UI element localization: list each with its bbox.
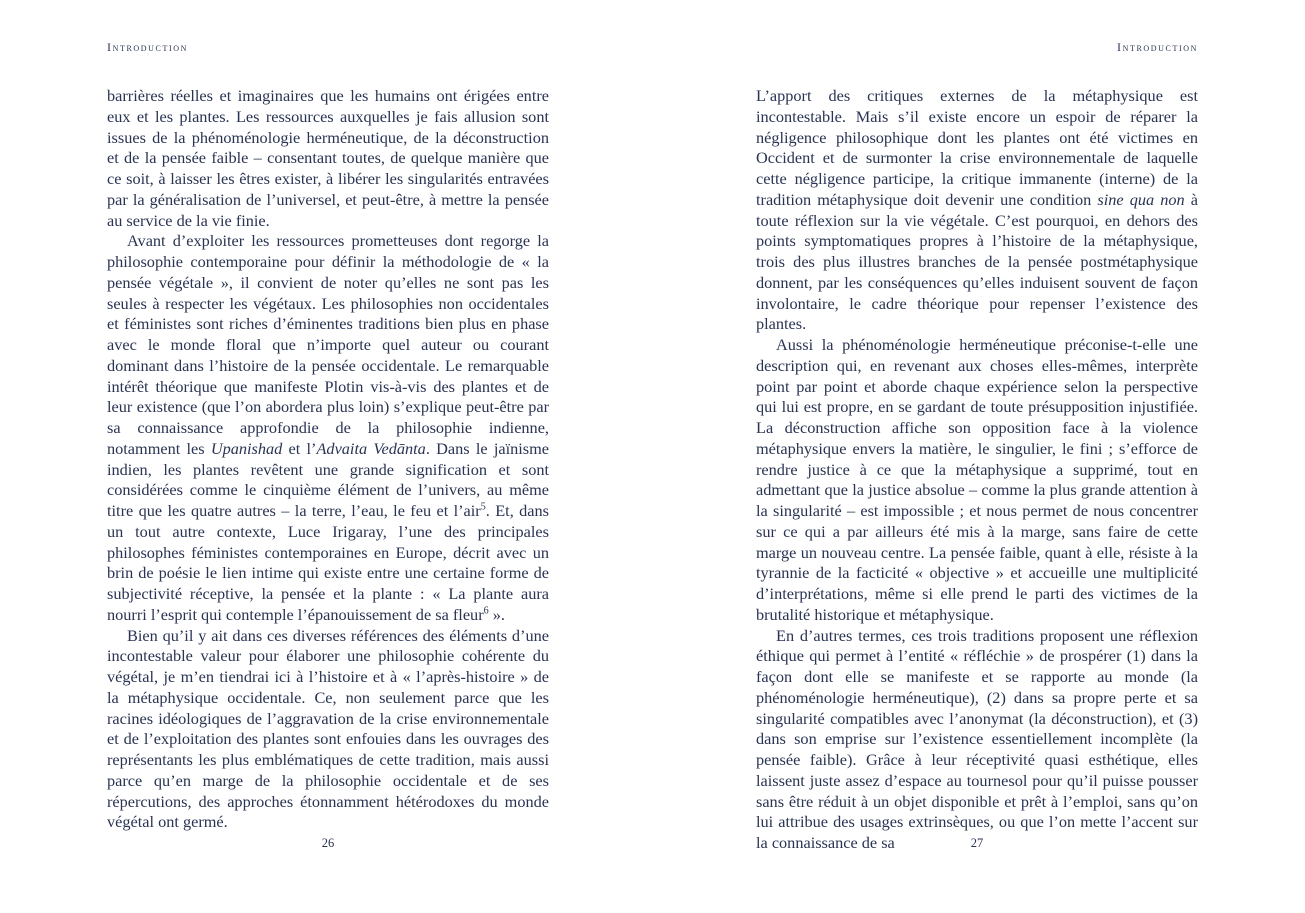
text-run: . Dans le jaïnisme indien, les plantes revêtent une grande signification et sont considérées comme le cinquième élément de l’univers, au même titre que les quatre autres – la terre, l’eau, le feu et l’air [107, 438, 549, 520]
text-run: à toute réflexion sur la vie végétale. C’est pourquoi, en dehors des points symptomatiques propres à l’histoire de la métaphysique, trois des plus illustres branches de la pensée postmétaphysique donnent, par les conséquences qu’elles induisent souvent de façon involontaire, le cadre théorique pour repenser l’existence des plantes. [756, 189, 1199, 334]
page-number-left: 26 [321, 836, 335, 850]
text-run: En d’autres termes, ces trois traditions proposent une réflexion éthique qui permet à l’entité « réfléchie » de prospérer (1) dans la façon dont elle se manifeste et se rapporte au monde (la phénoménologie herméneutique), (2) dans sa propre perte et sa singularité compatibles avec l’anonymat (la déconstruction), et (3) dans son emprise sur l’existence essentiellement incomplète (la pensée faible). Grâce à leur réceptivité quasi esthétique, elles laissent juste assez d’espace au tournesol pour qu’il puisse pousser sans être réduit à un objet disponible et prêt à l’emploi, sans qu’on lui attribue des usages extrinsèques, ou que l’on mette l’accent sur la connaissance de sa [756, 625, 1198, 852]
paragraph [756, 626, 1198, 854]
page-left [107, 0, 549, 913]
paragraph [107, 626, 549, 834]
page-right [756, 0, 1198, 913]
running-header-left: Introduction [107, 40, 188, 54]
text-run: et l’ [282, 438, 317, 458]
paragraph [107, 86, 549, 231]
footnote-reference: 6 [483, 605, 489, 617]
text-run: L’apport des critiques externes de la métaphysique est incontestable. Mais s’il existe encore un espoir de réparer la négligence philosophique dont les plantes ont été victimes en Occident et de surmonter la crise environnementale de laquelle cette négligence participe, la critique immanente (interne) de la tradition métaphysique doit devenir une condition [756, 86, 1198, 209]
paragraph [756, 335, 1198, 626]
text-run: Aussi la phénoménologie herméneutique préconise-t-elle une description qui, en revenant aux choses elles-mêmes, interprète point par point et aborde chaque expérience selon la perspective qui lui est propre, en se gardant de toute présupposition injustifiée. La déconstruction affiche son opposition face à la violence métaphysique envers la matière, le singulier, le fini ; s’efforce de rendre justice à ce que la métaphysique a supprimé, tout en admettant que la justice absolue – comme la plus grande attention à la singularité – est impossible ; et nous permet de nous concentrer sur ce qui a par ailleurs été mis à la marge, sans faire de cette marge un nouveau centre. La pensée faible, quant à elle, résiste à la tyrannie de la facticité « objective » et accueille une multiplicité d’interprétations, même si elle prend le parti des victimes de la brutalité historique et métaphysique. [756, 335, 1198, 624]
paragraph [107, 231, 549, 625]
text-run: Avant d’exploiter les ressources prometteuses dont regorge la philosophie contemporaine pour définir la méthodologie de « la pensée végétale », il convient de noter qu’elles ne sont pas les seules à respecter les végétaux. Les philosophies non occidentales et féministes sont riches d’éminentes traditions bien plus en phase avec le monde floral que n’importe quel auteur ou courant dominant dans l’histoire de la pensée occidentale. Le remarquable intérêt théorique que manifeste Plotin vis-à-vis des plantes et de leur existence (que l’on abordera plus loin) s’explique peut-être par sa connaissance approfondie de la philosophie indienne, notamment les [107, 231, 549, 458]
text-run: barrières réelles et imaginaires que les humains ont érigées entre eux et les plantes. Les ressources auxquelles je fais allusion sont issues de la phénoménologie herméneutique, de la déconstruction et de la pensée faible – consentant toutes, de quelque manière que ce soit, à laisser les êtres exister, à libérer les singularités entravées par la généralisation de l’universel, et peut-être, à mettre la pensée au service de la vie finie. [107, 86, 549, 230]
footnote-reference: 5 [480, 501, 486, 513]
italic-text-run: Advaita Vedānta [316, 438, 426, 458]
text-run: Bien qu’il y ait dans ces diverses références des éléments d’une incontestable valeur pour élaborer une philosophie cohérente du végétal, je m’en tiendrai ici à l’histoire et à « l’après-histoire » de la métaphysique occidentale. Ce, non seulement parce que les racines idéologiques de l’aggravation de la crise environnementale et de l’exploitation des plantes sont enfouies dans les ouvrages des représentants les plus emblématiques de cette tradition, mais aussi parce qu’en marge de la philosophie occidentale et de ses répercutions, des approches étonnamment hétérodoxes du monde végétal ont germé. [107, 625, 549, 832]
paragraph [756, 86, 1198, 335]
italic-text-run: Upanishad [210, 438, 283, 458]
running-header-right: Introduction [1117, 40, 1198, 54]
text-run: . Et, dans un tout autre contexte, Luce Irigaray, l’une des principales philosophes féministes contemporaines en Europe, décrit avec un brin de poésie le lien intime qui existe entre une certaine forme de subjectivité réceptive, la pensée et la plante : « La plante aura nourri l’esprit qui contemple l’épanouissement de sa fleur [107, 501, 549, 624]
page-number-right: 27 [970, 836, 984, 850]
page-right-body [756, 86, 1198, 854]
italic-text-run: sine qua non [1097, 189, 1185, 209]
text-run: ». [488, 604, 505, 624]
page-left-body [107, 86, 549, 833]
